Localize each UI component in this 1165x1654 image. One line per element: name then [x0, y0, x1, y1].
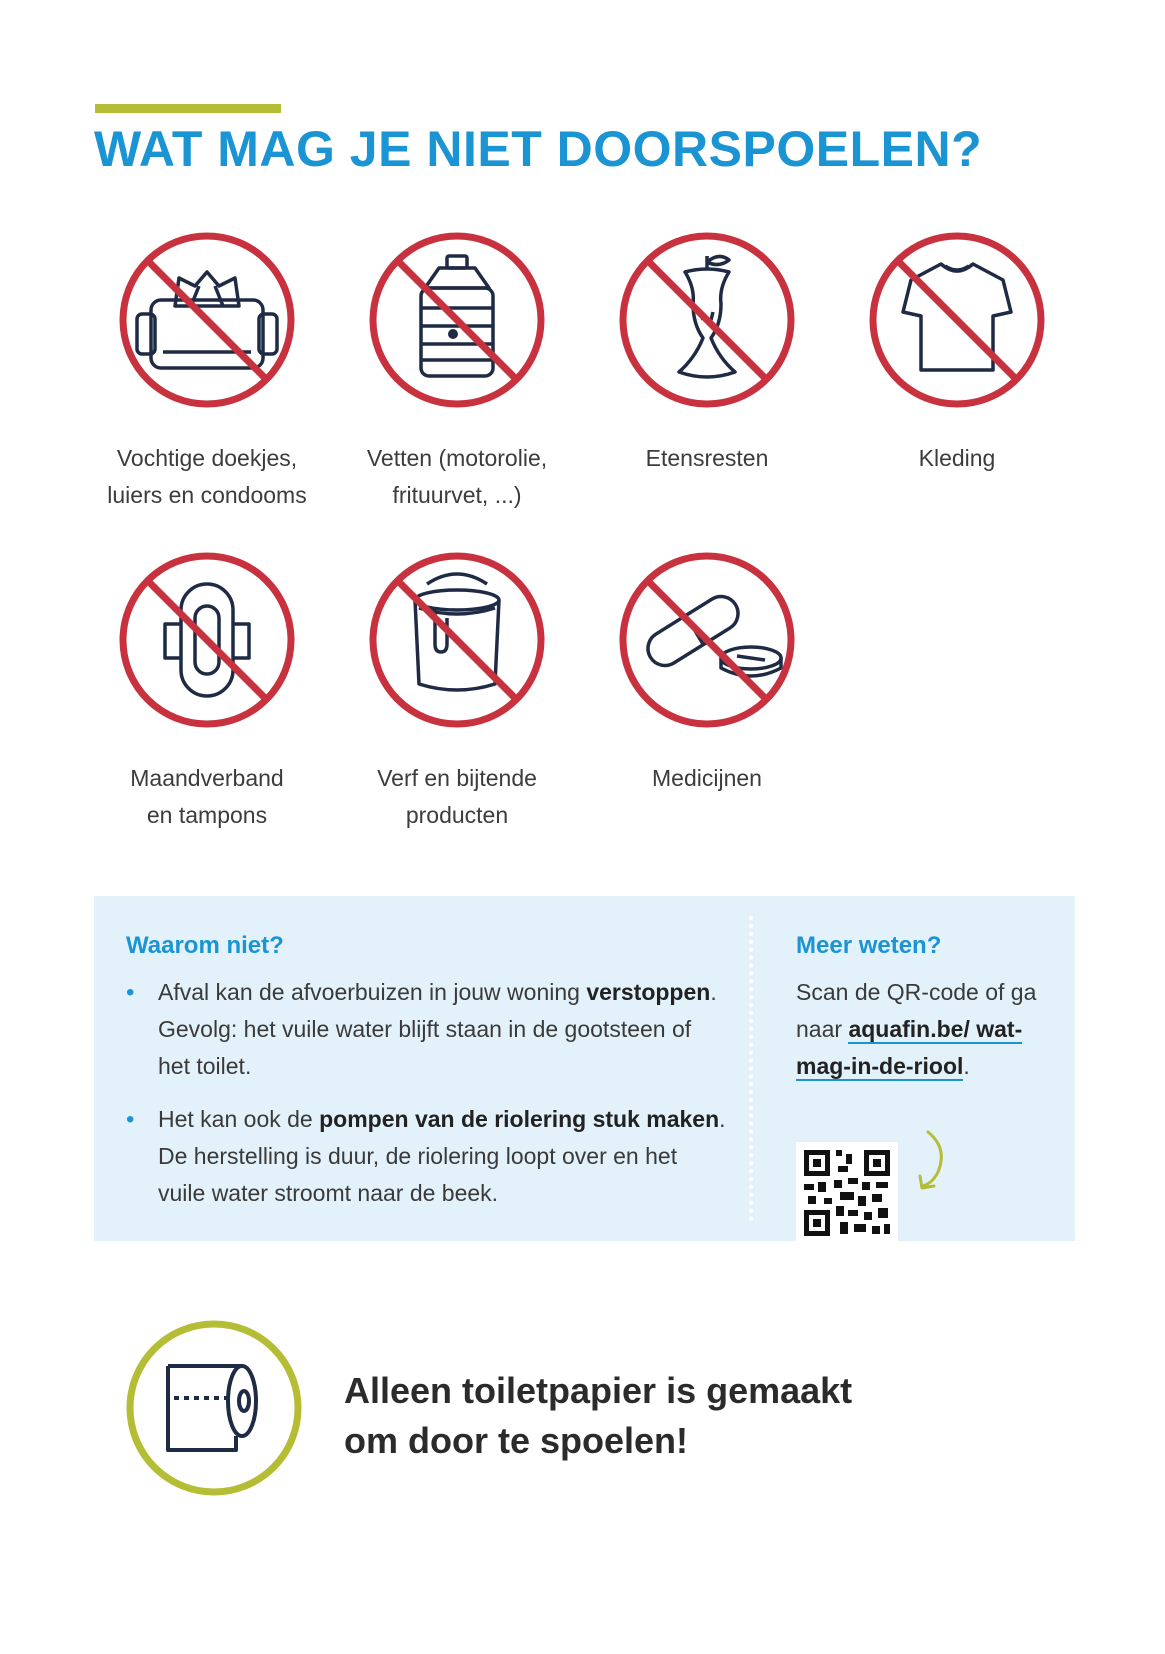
item-medicines — [582, 548, 832, 797]
why-heading: Waarom niet? — [126, 932, 284, 959]
qr-code[interactable] — [796, 1142, 898, 1244]
page-title: WAT MAG JE NIET DOORSPOELEN? — [94, 121, 983, 177]
more-text: Scan de QR-code of ga naar aquafin.be/ wat-mag-in-de-riool. — [796, 979, 1037, 1079]
item-caption: Vochtige doekjes, luiers en condooms — [107, 445, 307, 508]
pills-icon — [615, 548, 799, 732]
oil-jug-icon — [365, 228, 549, 412]
item-caption: Verf en bijtende producten — [377, 765, 537, 828]
bullet-icon: • — [126, 1106, 135, 1133]
item-clothing — [832, 228, 1082, 477]
qr-code-icon — [796, 1142, 898, 1244]
item-fats — [332, 228, 582, 514]
item-caption: Medicijnen — [652, 765, 762, 791]
dotted-divider — [749, 916, 753, 1221]
toilet-paper-icon — [124, 1318, 304, 1498]
item-caption: Maandverband en tampons — [130, 765, 284, 828]
arrow-icon — [914, 1128, 954, 1198]
footer-message: Alleen toiletpapier is gemaakt om door te spoelen! — [344, 1370, 853, 1461]
item-caption: Etensresten — [645, 445, 769, 471]
info-panel — [94, 896, 1075, 1241]
item-food-waste — [582, 228, 832, 477]
sanitary-pad-icon — [115, 548, 299, 732]
list-item: • Het kan ook de pompen van de riolering stuk maken. De herstelling is duur, de riolering loopt over en het vuile water stroomt naar de beek. — [126, 1101, 726, 1212]
item-caption: Vetten (motorolie, frituurvet, ...) — [366, 445, 548, 508]
apple-core-icon — [615, 228, 799, 412]
why-list — [126, 974, 726, 1212]
more-section — [796, 932, 1056, 1085]
why-section — [126, 932, 726, 1228]
list-item: • Afval kan de afvoerbuizen in jouw woning verstoppen. Gevolg: het vuile water blijft staan in de gootsteen of het toilet. — [126, 974, 726, 1085]
bullet-icon: • — [126, 979, 135, 1006]
item-sanitary — [82, 548, 332, 834]
item-wet-wipes — [82, 228, 332, 514]
item-paint — [332, 548, 582, 834]
tshirt-icon — [865, 228, 1049, 412]
aquafin-link[interactable]: aquafin.be/ wat-mag-in-de-riool — [796, 1016, 1023, 1079]
more-heading: Meer weten? — [796, 932, 942, 959]
item-caption: Kleding — [918, 445, 996, 471]
paint-bucket-icon — [365, 548, 549, 732]
accent-bar — [95, 104, 281, 113]
wet-wipes-icon — [115, 228, 299, 412]
